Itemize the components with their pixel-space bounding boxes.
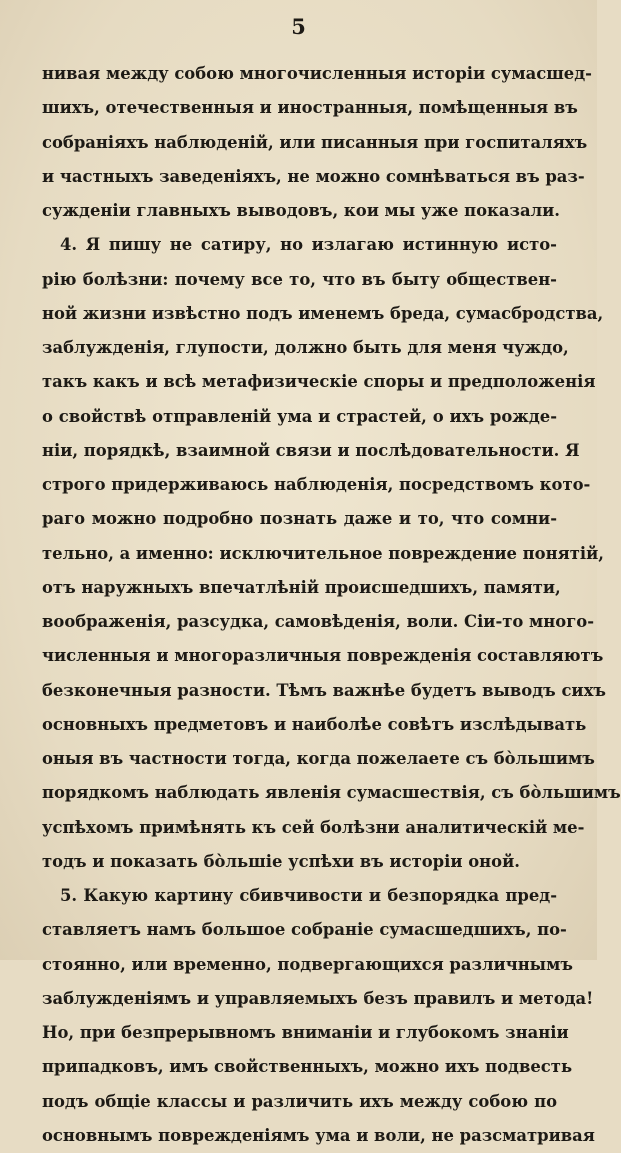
text-line: о свойствѣ отправленій ума и страстей, о ихъ рожде- xyxy=(42,406,557,426)
text-line: 5. Какую картину сбивчивости и безпорядка пред- xyxy=(60,886,557,905)
body-text xyxy=(42,57,621,1153)
text-line: ставляетъ намъ большое собраніе сумасшедшихъ, по- xyxy=(42,920,567,940)
text-line: воображенія, разсудка, самовѣденія, воли. Сіи-то много- xyxy=(42,612,594,631)
text-line: нивая между собою многочисленныя исторіи сумасшед- xyxy=(42,64,592,83)
text-line: строго придерживаюсь наблюденія, посредствомъ кото- xyxy=(42,475,591,494)
text-line: подъ общіе классы и различить ихъ между собою по xyxy=(42,1091,557,1111)
text-line: успѣхомъ примѣнять къ сей болѣзни аналитическій ме- xyxy=(42,817,585,837)
text-line: раго можно подробно познать даже и то, что сомни- xyxy=(42,509,557,529)
text-line: порядкомъ наблюдать явленія сумасшествія, съ бо̀льшимъ xyxy=(42,783,621,803)
text-line: отъ наружныхъ впечатлѣній происшедшихъ, памяти, xyxy=(42,577,561,597)
text-line: ной жизни извѣстно подъ именемъ бреда, сумасбродства, xyxy=(42,303,604,323)
page-number: 5 xyxy=(291,14,306,39)
text-line: шихъ, отечественныя и иностранныя, помѣщенныя въ xyxy=(42,98,578,118)
text-line: тодъ и показать бо̀льшіе успѣхи въ исторіи оной. xyxy=(42,851,520,871)
text-line: сужденіи главныхъ выводовъ, кои мы уже показали. xyxy=(42,201,560,220)
text-line: ніи, порядкѣ, взаимной связи и послѣдовательности. Я xyxy=(42,440,580,460)
text-line: рію болѣзни: почему все то, что въ быту обществен- xyxy=(42,269,557,289)
text-line: безконечныя разности. Тѣмъ важнѣе будетъ выводъ сихъ xyxy=(42,680,606,700)
text-line: Но, при безпрерывномъ вниманіи и глубокомъ знаніи xyxy=(42,1023,569,1042)
text-line: тельно, а именно: исключительное повреждение понятій, xyxy=(42,543,604,563)
text-line: 4. Я пишу не сатиру, но излагаю истинную исто- xyxy=(60,235,557,255)
text-line: основнымъ поврежденіямъ ума и воли, не разсматривая xyxy=(42,1125,595,1145)
text-line: такъ какъ и всѣ метафизическіе споры и предположенія xyxy=(42,372,596,392)
text-line: заблужденіямъ и управляемыхъ безъ правилъ и метода! xyxy=(42,988,594,1008)
text-line: заблужденія, глупости, должно быть для меня чуждо, xyxy=(42,338,569,357)
text-line: и частныхъ заведеніяхъ, не можно сомнѣваться въ раз- xyxy=(42,166,585,186)
text-line: численныя и многоразличныя поврежденія составляютъ xyxy=(42,646,604,666)
text-line: стоянно, или временно, подвергающихся различнымъ xyxy=(42,954,573,974)
text-line: припадковъ, имъ свойственныхъ, можно ихъ подвесть xyxy=(42,1057,573,1077)
text-line: собраніяхъ наблюденій, или писанныя при госпиталяхъ xyxy=(42,132,588,152)
text-line: оныя въ частности тогда, когда пожелаете съ бо̀льшимъ xyxy=(42,749,595,768)
text-line: основныхъ предметовъ и наиболѣе совѣтъ изслѣдывать xyxy=(42,714,587,734)
